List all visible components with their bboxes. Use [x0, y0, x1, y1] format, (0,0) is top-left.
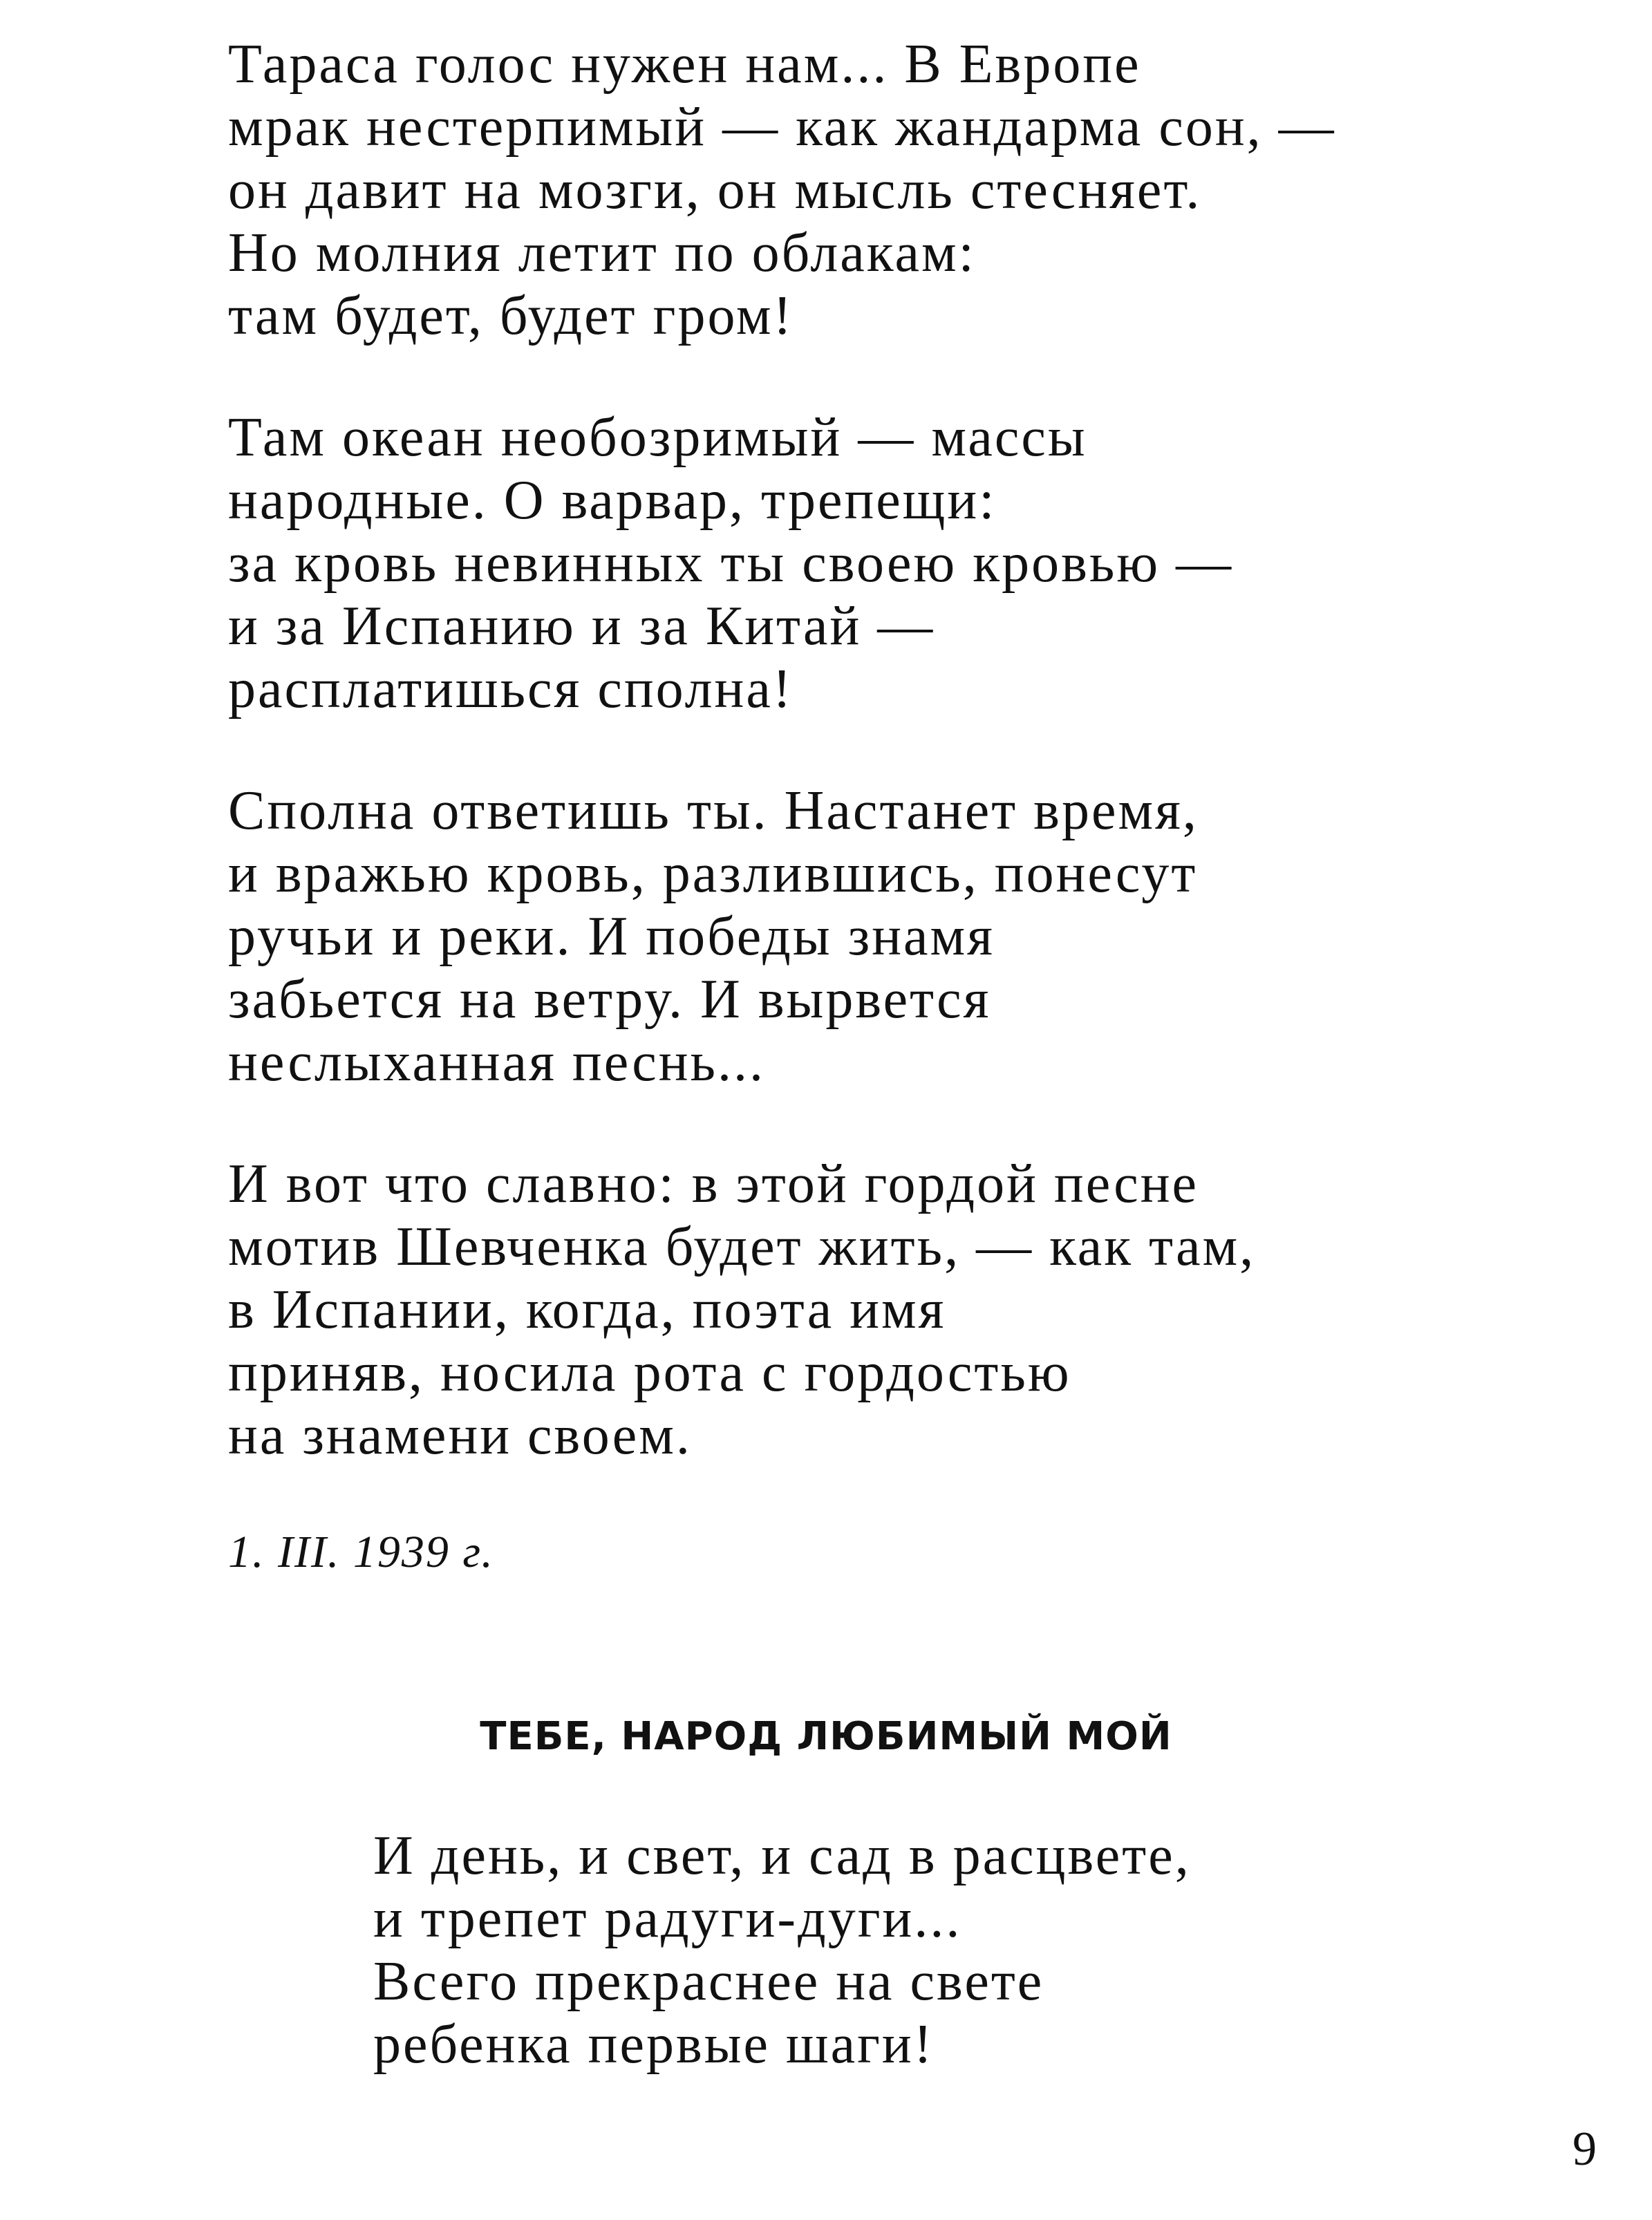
verse-line: расплатишься сполна!: [228, 659, 794, 719]
verse-line: в Испании, когда, поэта имя: [228, 1279, 946, 1340]
verse-line: И вот что славно: в этой гордой песне: [228, 1154, 1199, 1214]
verse-line: забьется на ветру. И вырвется: [228, 969, 991, 1030]
verse-line: за кровь невинных ты своею кровью —: [228, 533, 1234, 594]
verse-line: там будет, будет гром!: [228, 285, 794, 346]
verse-line: на знамени своем.: [228, 1405, 692, 1466]
verse-line: И день, и свет, и сад в расцвете,: [373, 1825, 1191, 1886]
verse-line: приняв, носила рота с гордостью: [228, 1342, 1071, 1403]
verse-line: он давит на мозги, он мысль стесняет.: [228, 160, 1202, 220]
poem2-stanza-1: [373, 1825, 1191, 2076]
verse-line: Там океан необозримый — массы: [228, 407, 1087, 468]
verse-line: народные. О варвар, трепещи:: [228, 470, 997, 531]
verse-line: и трепет радуги-дуги...: [373, 1888, 962, 1949]
poem1-stanza-1: [228, 33, 1336, 348]
verse-line: Всего прекраснее на свете: [373, 1951, 1044, 2012]
poem1-stanza-2: [228, 406, 1233, 721]
verse-line: ручьи и реки. И победы знамя: [228, 906, 995, 967]
page-number: 9: [1573, 2123, 1597, 2176]
poem1-stanza-3: [228, 780, 1199, 1094]
poem1-stanza-4: [228, 1153, 1255, 1467]
verse-line: и вражью кровь, разлившись, понесут: [228, 843, 1198, 904]
verse-line: мрак нестерпимый — как жандарма сон, —: [228, 97, 1336, 158]
verse-line: неслыханная песнь...: [228, 1032, 765, 1093]
verse-line: и за Испанию и за Китай —: [228, 596, 935, 657]
verse-line: Тараса голос нужен нам... В Европе: [228, 34, 1141, 95]
poem-date: 1. III. 1939 г.: [228, 1527, 494, 1577]
verse-line: мотив Шевченка будет жить, — как там,: [228, 1216, 1256, 1277]
verse-line: ребенка первые шаги!: [373, 2014, 935, 2075]
poem-title: ТЕБЕ, НАРОД ЛЮБИМЫЙ МОЙ: [480, 1714, 1172, 1759]
verse-line: Сполна ответишь ты. Настанет время,: [228, 780, 1199, 841]
verse-line: Но молния летит по облакам:: [228, 223, 976, 283]
